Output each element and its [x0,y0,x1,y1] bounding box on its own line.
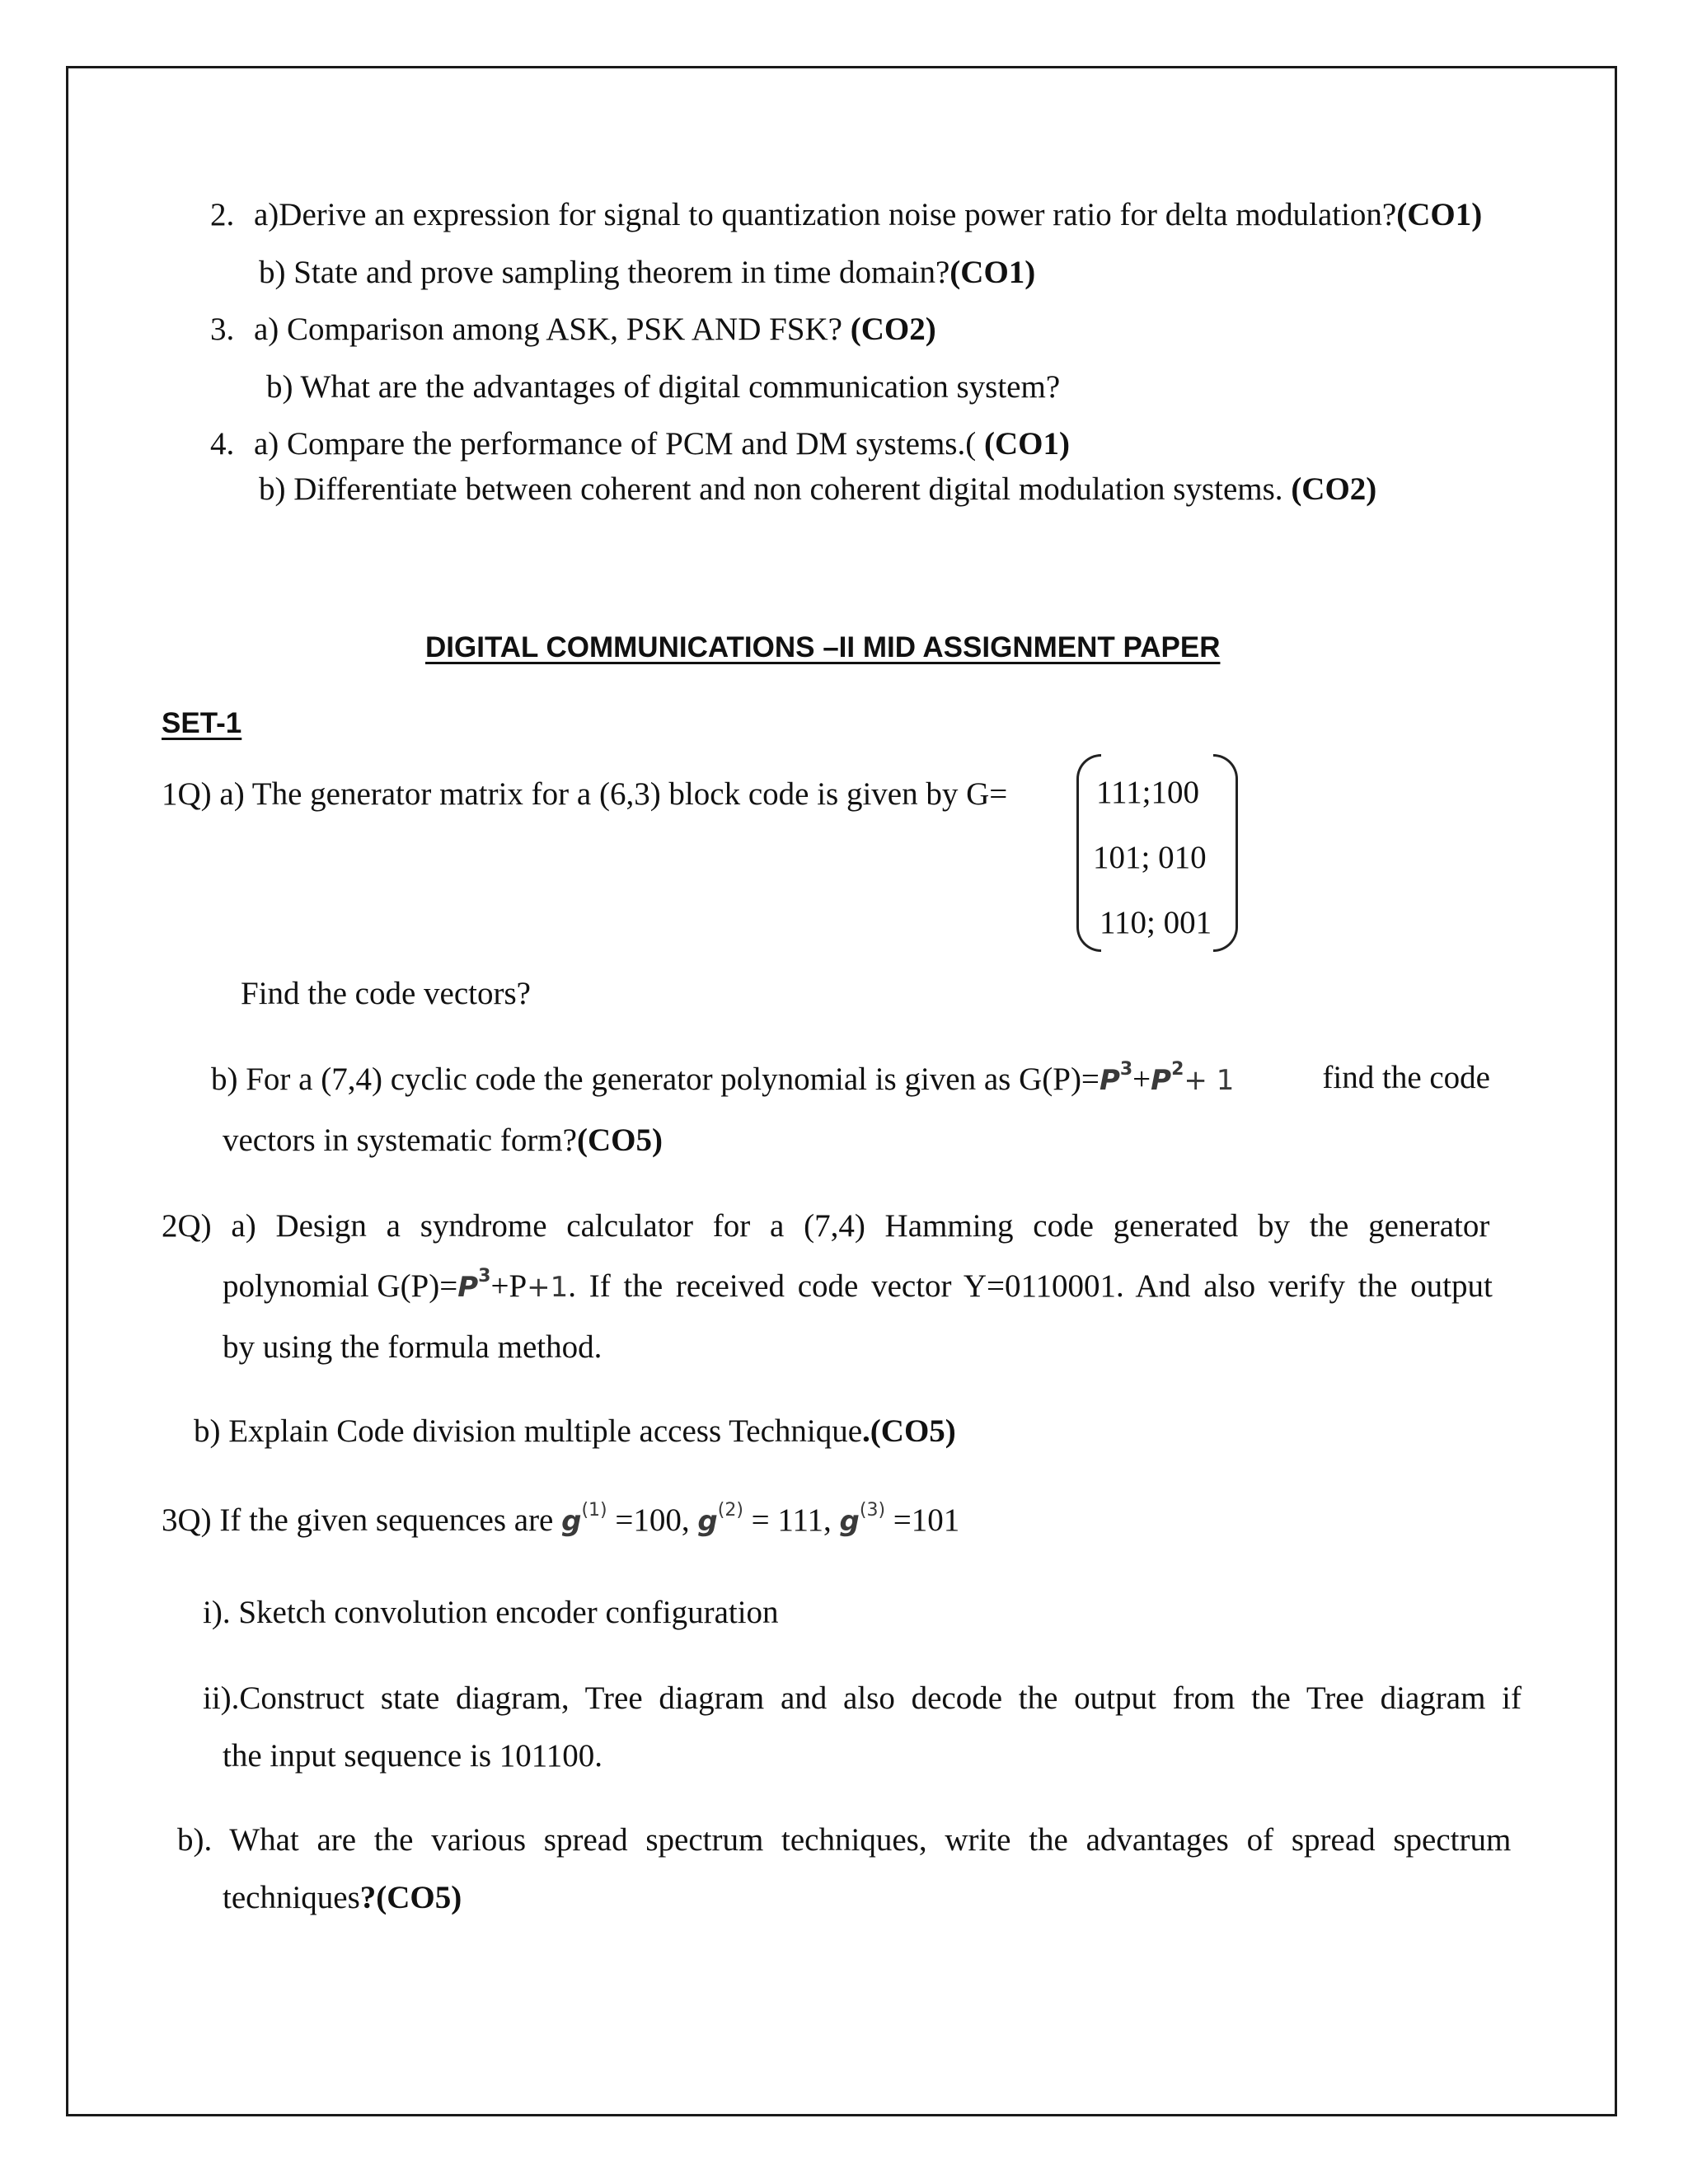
question-2b: b) State and prove sampling theorem in time domain?(CO1) [259,255,1036,290]
question-3-i: i). Sketch convolution encoder configuration [203,1595,779,1630]
matrix-row-3: 110; 001 [1100,905,1212,940]
question-3-ii-line2: the input sequence is 101100. [223,1738,603,1774]
generator-matrix [1076,754,1238,952]
question-3: 3Q) If the given sequences are $g^{(1)} =100$, $g^{(2)} = 111$, $g^{(3)} =101$ [162,1500,960,1538]
question-1b-line2: vectors in systematic form?(CO5) [223,1122,663,1158]
matrix-row-1: 111;100 [1096,775,1199,810]
question-4a: 4. a) Compare the performance of PCM and DM systems.( (CO1) [210,426,1070,462]
question-3b: b) What are the advantages of digital communication system? [266,369,1061,405]
question-3-ii-line1: ii).Construct state diagram, Tree diagram and also decode the output from the Tree diagram if [203,1680,1522,1716]
question-3b-line1: b). What are the various spread spectrum techniques, write the advantages of spread spectrum [177,1822,1512,1858]
question-3a: 3. a) Comparison among ASK, PSK AND FSK? (CO2) [210,312,936,347]
question-2a-line1: 2Q) a) Design a syndrome calculator for a (7,4) Hamming code generated by the generator [162,1208,1490,1244]
question-1b-line1: b) For a (7,4) cyclic code the generator polynomial is given as $G(P)=P^3+P^2+ 1$ find the code [211,1059,1490,1097]
page-title: DIGITAL COMMUNICATIONS –II MID ASSIGNMENT PAPER [425,631,1221,663]
question-3b-line2: techniques?(CO5) [223,1880,462,1915]
question-2a-line2: polynomial $G(P)=P^3+P+1$. If the received code vector Y=0110001. And also verify the output [223,1266,1493,1304]
question-1a: 1Q) a) The generator matrix for a (6,3) block code is given by G= [162,776,1008,812]
question-2a: 2. a)Derive an expression for signal to quantization noise power ratio for delta modulation?(CO1) [210,197,1483,232]
question-4b: b) Differentiate between coherent and non coherent digital modulation systems. (CO2) [259,471,1377,507]
matrix-right-bracket [1213,754,1238,952]
question-2b: b) Explain Code division multiple access Technique.(CO5) [194,1413,956,1449]
question-1a-find: Find the code vectors? [241,976,531,1011]
set-label: SET-1 [162,707,242,739]
question-2a-line3: by using the formula method. [223,1329,603,1365]
matrix-row-2: 101; 010 [1093,840,1207,875]
